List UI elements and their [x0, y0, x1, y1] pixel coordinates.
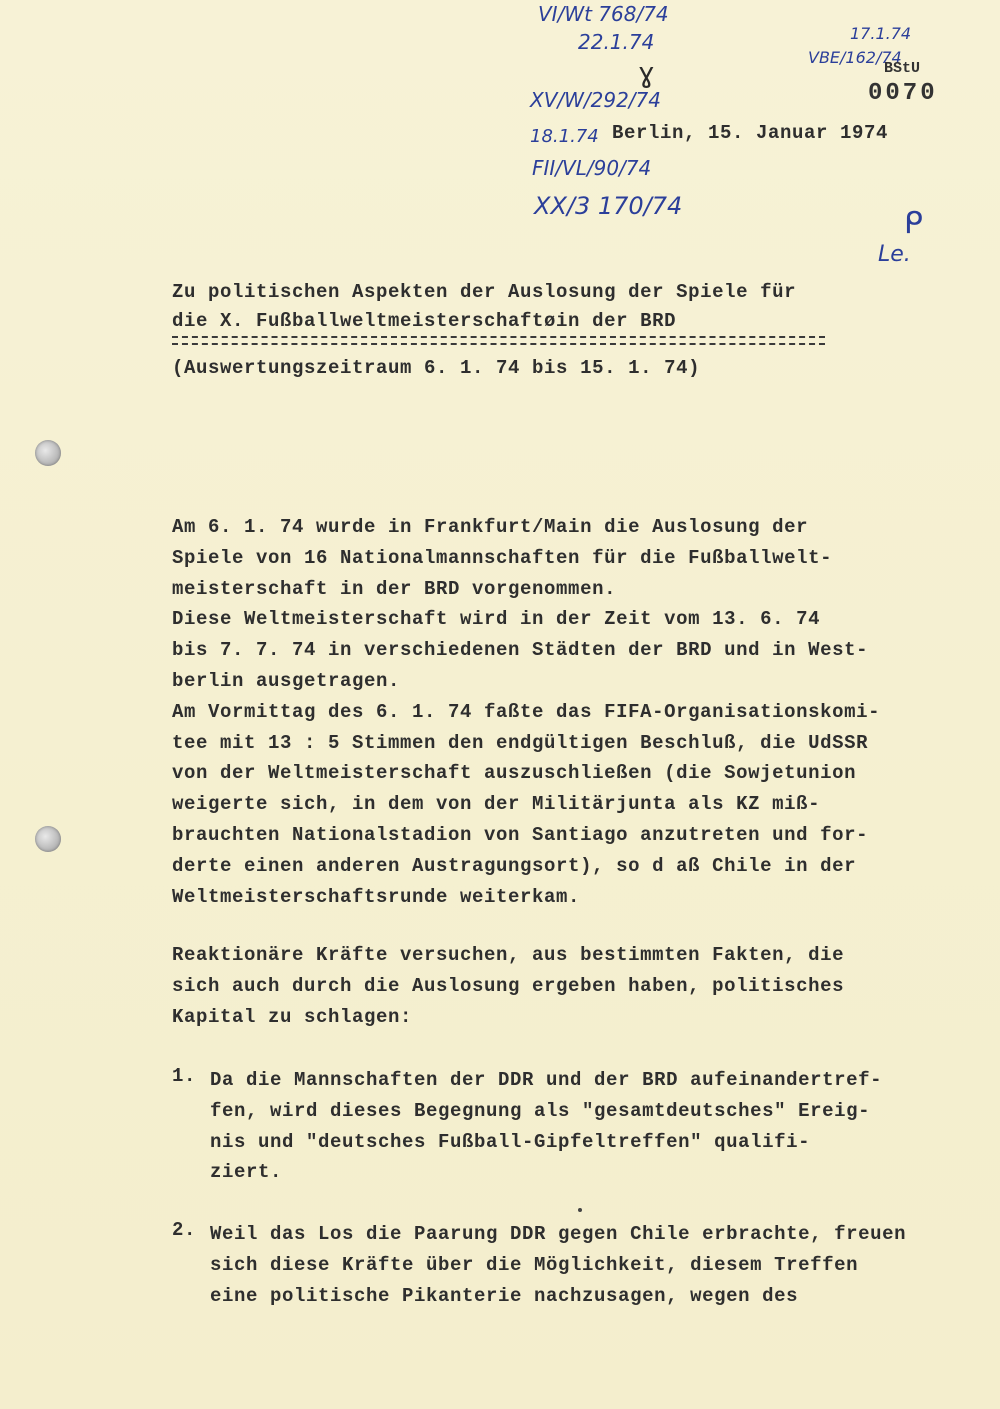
- title-underline: [172, 336, 825, 345]
- punch-hole-top: [35, 440, 61, 466]
- document-subtitle: (Auswertungszeitraum 6. 1. 74 bis 15. 1. 74): [172, 357, 701, 379]
- handwritten-ref-mid-2: FII/VL/90/74: [532, 156, 652, 180]
- handwritten-ref-right-1: 17.1.74: [850, 24, 912, 43]
- paragraph-2: [172, 940, 932, 1032]
- bstu-label: BStU: [884, 60, 921, 77]
- paragraph-1: [172, 512, 932, 912]
- title-line-1: Zu politischen Aspekten der Auslosung der Spiele für: [172, 281, 797, 303]
- handwritten-initials-stroke: ᑭ: [904, 206, 923, 241]
- text-line: bis 7. 7. 74 in verschiedenen Städten der BRD und in West-: [172, 639, 869, 662]
- handwritten-ref-mid-1: XV/W/292/74: [530, 88, 661, 112]
- numbered-list-continued: [172, 1219, 962, 1311]
- list-number: 1.: [172, 1065, 197, 1087]
- text-line: ziert.: [210, 1161, 283, 1184]
- text-line: berlin ausgetragen.: [172, 669, 401, 692]
- text-line: Kapital zu schlagen:: [172, 1005, 413, 1028]
- text-line: Spiele von 16 Nationalmannschaften für die Fußballwelt-: [172, 546, 833, 569]
- list-number: 2.: [172, 1219, 197, 1241]
- text-line: sich diese Kräfte über die Möglichkeit, diesem Treffen: [210, 1253, 859, 1276]
- list-item-2: [172, 1219, 962, 1311]
- handwritten-initials: Le.: [878, 242, 911, 267]
- punch-hole-bottom: [35, 826, 61, 852]
- text-line: meisterschaft in der BRD vorgenommen.: [172, 577, 617, 600]
- body-text: [172, 512, 932, 1033]
- stray-dot: [578, 1208, 582, 1212]
- text-line: sich auch durch die Auslosung ergeben haben, politisches: [172, 975, 845, 998]
- handwritten-signature-mark: ɣ: [638, 56, 655, 89]
- place-date: Berlin, 15. Januar 1974: [612, 122, 889, 144]
- text-line: brauchten Nationalstadion von Santiago anzutreten und for-: [172, 823, 869, 846]
- text-line: Am Vormittag des 6. 1. 74 faßte das FIFA-Organisationskomi-: [172, 700, 881, 723]
- handwritten-ref-right-2: VBE/162/74: [808, 48, 902, 67]
- text-line: Am 6. 1. 74 wurde in Frankfurt/Main die Auslosung der: [172, 516, 809, 538]
- title-line-2: die X. Fußballweltmeisterschaftøin der BRD: [172, 310, 677, 332]
- handwritten-ref-top-1: VI/Wt 768/74: [538, 2, 669, 26]
- text-line: nis und "deutsches Fußball-Gipfeltreffen" qualifi-: [210, 1130, 811, 1153]
- text-line: Weil das Los die Paarung DDR gegen Chile erbrachte, freuen: [210, 1223, 907, 1245]
- text-line: tee mit 13 : 5 Stimmen den endgültigen Beschluß, die UdSSR: [172, 731, 869, 754]
- document-title: [172, 278, 796, 336]
- numbered-list: [172, 1065, 962, 1188]
- text-line: Diese Weltmeisterschaft wird in der Zeit vom 13. 6. 74: [172, 608, 821, 631]
- text-line: eine politische Pikanterie nachzusagen, wegen des: [210, 1284, 799, 1307]
- text-line: weigerte sich, in dem von der Militärjunta als KZ miß-: [172, 793, 821, 816]
- handwritten-ref-mid-3: XX/3 170/74: [534, 192, 683, 220]
- text-line: derte einen anderen Austragungsort), so d aß Chile in der: [172, 854, 857, 877]
- text-line: fen, wird dieses Begegnung als "gesamtdeutsches" Ereig-: [210, 1099, 871, 1122]
- text-line: Da die Mannschaften der DDR und der BRD aufeinandertref-: [210, 1069, 883, 1091]
- handwritten-ref-top-2: 22.1.74: [578, 30, 655, 54]
- bstu-number: 0070: [868, 80, 938, 107]
- text-line: Weltmeisterschaftsrunde weiterkam.: [172, 885, 581, 908]
- text-line: Reaktionäre Kräfte versuchen, aus bestimmten Fakten, die: [172, 944, 845, 967]
- list-item-1: [172, 1065, 962, 1188]
- text-line: von der Weltmeisterschaft auszuschließen (die Sowjetunion: [172, 762, 857, 785]
- handwritten-ref-date-left: 18.1.74: [530, 126, 599, 147]
